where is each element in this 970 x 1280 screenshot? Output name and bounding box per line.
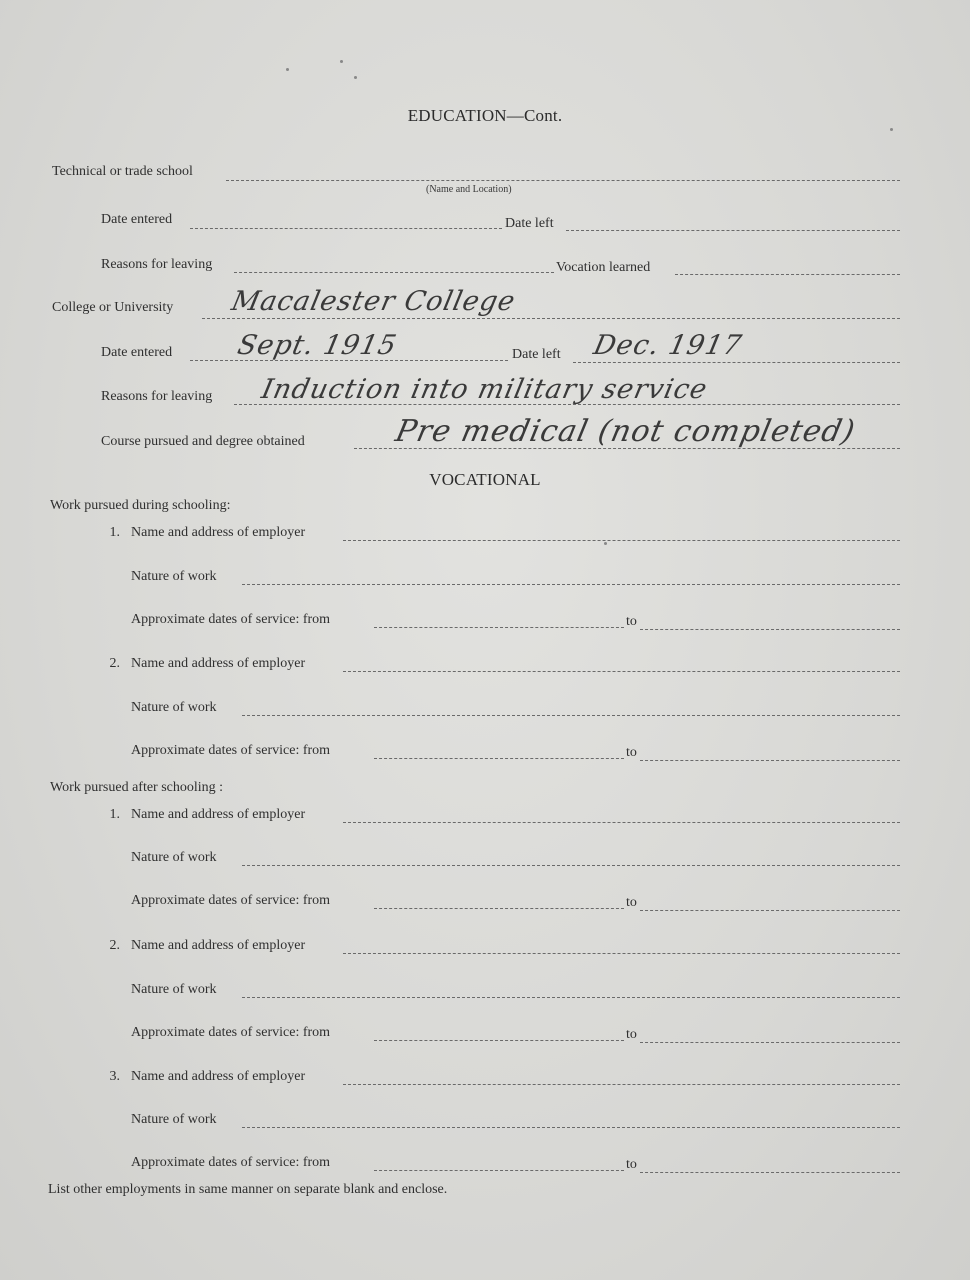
nature-of-work-label: Nature of work (131, 1112, 217, 1127)
employer-label: Name and address of employer (131, 938, 306, 953)
technical-reasons-field[interactable] (234, 272, 554, 273)
dates-from-label: Approximate dates of service: from (131, 1025, 331, 1040)
technical-date-left-field[interactable] (566, 230, 900, 231)
employer-label: Name and address of employer (131, 525, 306, 540)
dates-to-field[interactable] (640, 760, 900, 761)
entry-number: 3. (109, 1069, 120, 1084)
dates-from-label: Approximate dates of service: from (131, 743, 331, 758)
paper-speck (354, 76, 357, 79)
college-label: College or University (52, 300, 174, 315)
vocational-heading: VOCATIONAL (429, 470, 541, 489)
course-label: Course pursued and degree obtained (101, 434, 305, 449)
nature-of-work-field[interactable] (242, 715, 900, 716)
vocation-learned-label: Vocation learned (556, 260, 651, 275)
college-reasons-value: Induction into military service (258, 374, 711, 405)
college-date-entered-value: Sept. 1915 (234, 330, 400, 361)
paper-speck (286, 68, 289, 71)
technical-date-left-label: Date left (505, 216, 554, 231)
entry-number: 1. (109, 525, 120, 540)
technical-school-label: Technical or trade school (52, 164, 193, 179)
college-date-left-label: Date left (512, 347, 561, 362)
entry-number: 2. (109, 938, 120, 953)
employer-label: Name and address of employer (131, 807, 306, 822)
dates-to-field[interactable] (640, 629, 900, 630)
college-value: Macalester College (228, 286, 519, 317)
name-location-caption: (Name and Location) (426, 184, 512, 195)
dates-to-label: to (626, 745, 637, 760)
employer-field[interactable] (343, 1084, 900, 1085)
technical-date-entered-label: Date entered (101, 212, 173, 227)
work-during-schooling-label: Work pursued during schooling: (50, 498, 231, 513)
employer-field[interactable] (343, 671, 900, 672)
dates-from-field[interactable] (374, 1170, 624, 1171)
dates-to-label: to (626, 1157, 637, 1172)
nature-of-work-field[interactable] (242, 865, 900, 866)
technical-date-entered-field[interactable] (190, 228, 502, 229)
work-after-schooling-label: Work pursued after schooling : (50, 780, 224, 795)
paper-speck (604, 542, 607, 545)
footer-instruction: List other employments in same manner on separate blank and enclose. (48, 1182, 448, 1197)
dates-from-field[interactable] (374, 908, 624, 909)
college-date-left-field[interactable] (573, 362, 900, 363)
college-reasons-label: Reasons for leaving (101, 389, 213, 404)
college-date-left-value: Dec. 1917 (590, 330, 745, 361)
employer-label: Name and address of employer (131, 656, 306, 671)
nature-of-work-label: Nature of work (131, 569, 217, 584)
dates-from-field[interactable] (374, 627, 624, 628)
dates-from-label: Approximate dates of service: from (131, 612, 331, 627)
nature-of-work-label: Nature of work (131, 850, 217, 865)
employer-field[interactable] (343, 953, 900, 954)
college-field[interactable] (202, 318, 900, 319)
college-date-entered-label: Date entered (101, 345, 173, 360)
nature-of-work-label: Nature of work (131, 700, 217, 715)
employer-label: Name and address of employer (131, 1069, 306, 1084)
entry-number: 1. (109, 807, 120, 822)
dates-to-label: to (626, 1027, 637, 1042)
vocation-learned-field[interactable] (675, 274, 900, 275)
nature-of-work-field[interactable] (242, 1127, 900, 1128)
dates-to-label: to (626, 614, 637, 629)
nature-of-work-field[interactable] (242, 584, 900, 585)
dates-to-field[interactable] (640, 1042, 900, 1043)
technical-school-field[interactable] (226, 180, 900, 181)
paper-speck (890, 128, 893, 131)
dates-to-field[interactable] (640, 1172, 900, 1173)
dates-from-field[interactable] (374, 1040, 624, 1041)
paper-speck (340, 60, 343, 63)
technical-reasons-label: Reasons for leaving (101, 257, 213, 272)
employer-field[interactable] (343, 540, 900, 541)
entry-number: 2. (109, 656, 120, 671)
dates-from-label: Approximate dates of service: from (131, 1155, 331, 1170)
dates-to-field[interactable] (640, 910, 900, 911)
dates-to-label: to (626, 895, 637, 910)
course-value: Pre medical (not completed) (392, 414, 859, 449)
education-heading: EDUCATION—Cont. (407, 106, 563, 125)
employer-field[interactable] (343, 822, 900, 823)
dates-from-field[interactable] (374, 758, 624, 759)
dates-from-label: Approximate dates of service: from (131, 893, 331, 908)
nature-of-work-label: Nature of work (131, 982, 217, 997)
nature-of-work-field[interactable] (242, 997, 900, 998)
